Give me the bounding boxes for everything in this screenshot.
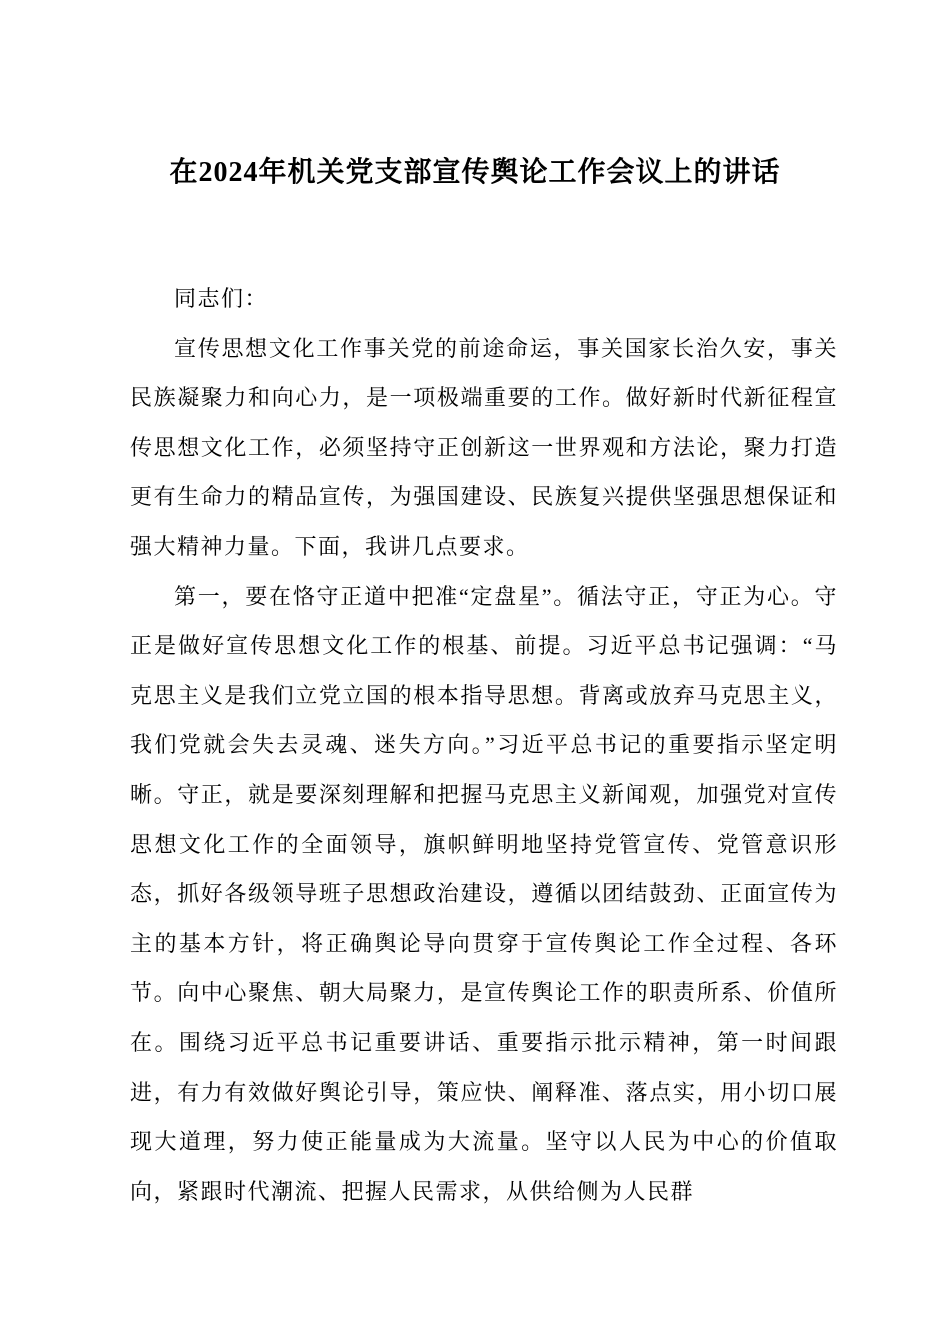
paragraph-2: 第一，要在恪守正道中把准“定盘星”。循法守正，守正为心。守正是做好宣传思想文化工作的根基、前提。习近平总书记强调：“马克思主义是我们立党立国的根本指导思想。背离或放弃马克思主义，我们党就会失去灵魂、迷失方向。”习近平总书记的重要指示坚定明晰。守正，就是要深刻理解和把握马克思主义新闻观，加强党对宣传思想文化工作的全面领导，旗帜鲜明地坚持党管宣传、党管意识形态，抓好各级领导班子思想政治建设，遵循以团结鼓劲、正面宣传为主的基本方针，将正确舆论导向贯穿于宣传舆论工作全过程、各环节。向中心聚焦、朝大局聚力，是宣传舆论工作的职责所系、价值所在。围绕习近平总书记重要讲话、重要指示批示精神，第一时间跟进，有力有效做好舆论引导，策应快、阐释准、落点实，用小切口展现大道理，努力使正能量成为大流量。坚守以人民为中心的价值取向，紧跟时代潮流、把握人民需求，从供给侧为人民群	[130, 583, 838, 1204]
document-title: 在2024年机关党支部宣传舆论工作会议上的讲话	[169, 157, 781, 188]
paragraph-1: 宣传思想文化工作事关党的前途命运，事关国家长治久安，事关民族凝聚力和向心力，是一项极端重要的工作。做好新时代新征程宣传思想文化工作，必须坚持守正创新这一世界观和方法论，聚力打造更有生命力的精品宣传，为强国建设、民族复兴提供坚强思想保证和强大精神力量。下面，我讲几点要求。	[130, 335, 838, 559]
document-body	[130, 274, 838, 1216]
salutation: 同志们：	[174, 286, 269, 311]
